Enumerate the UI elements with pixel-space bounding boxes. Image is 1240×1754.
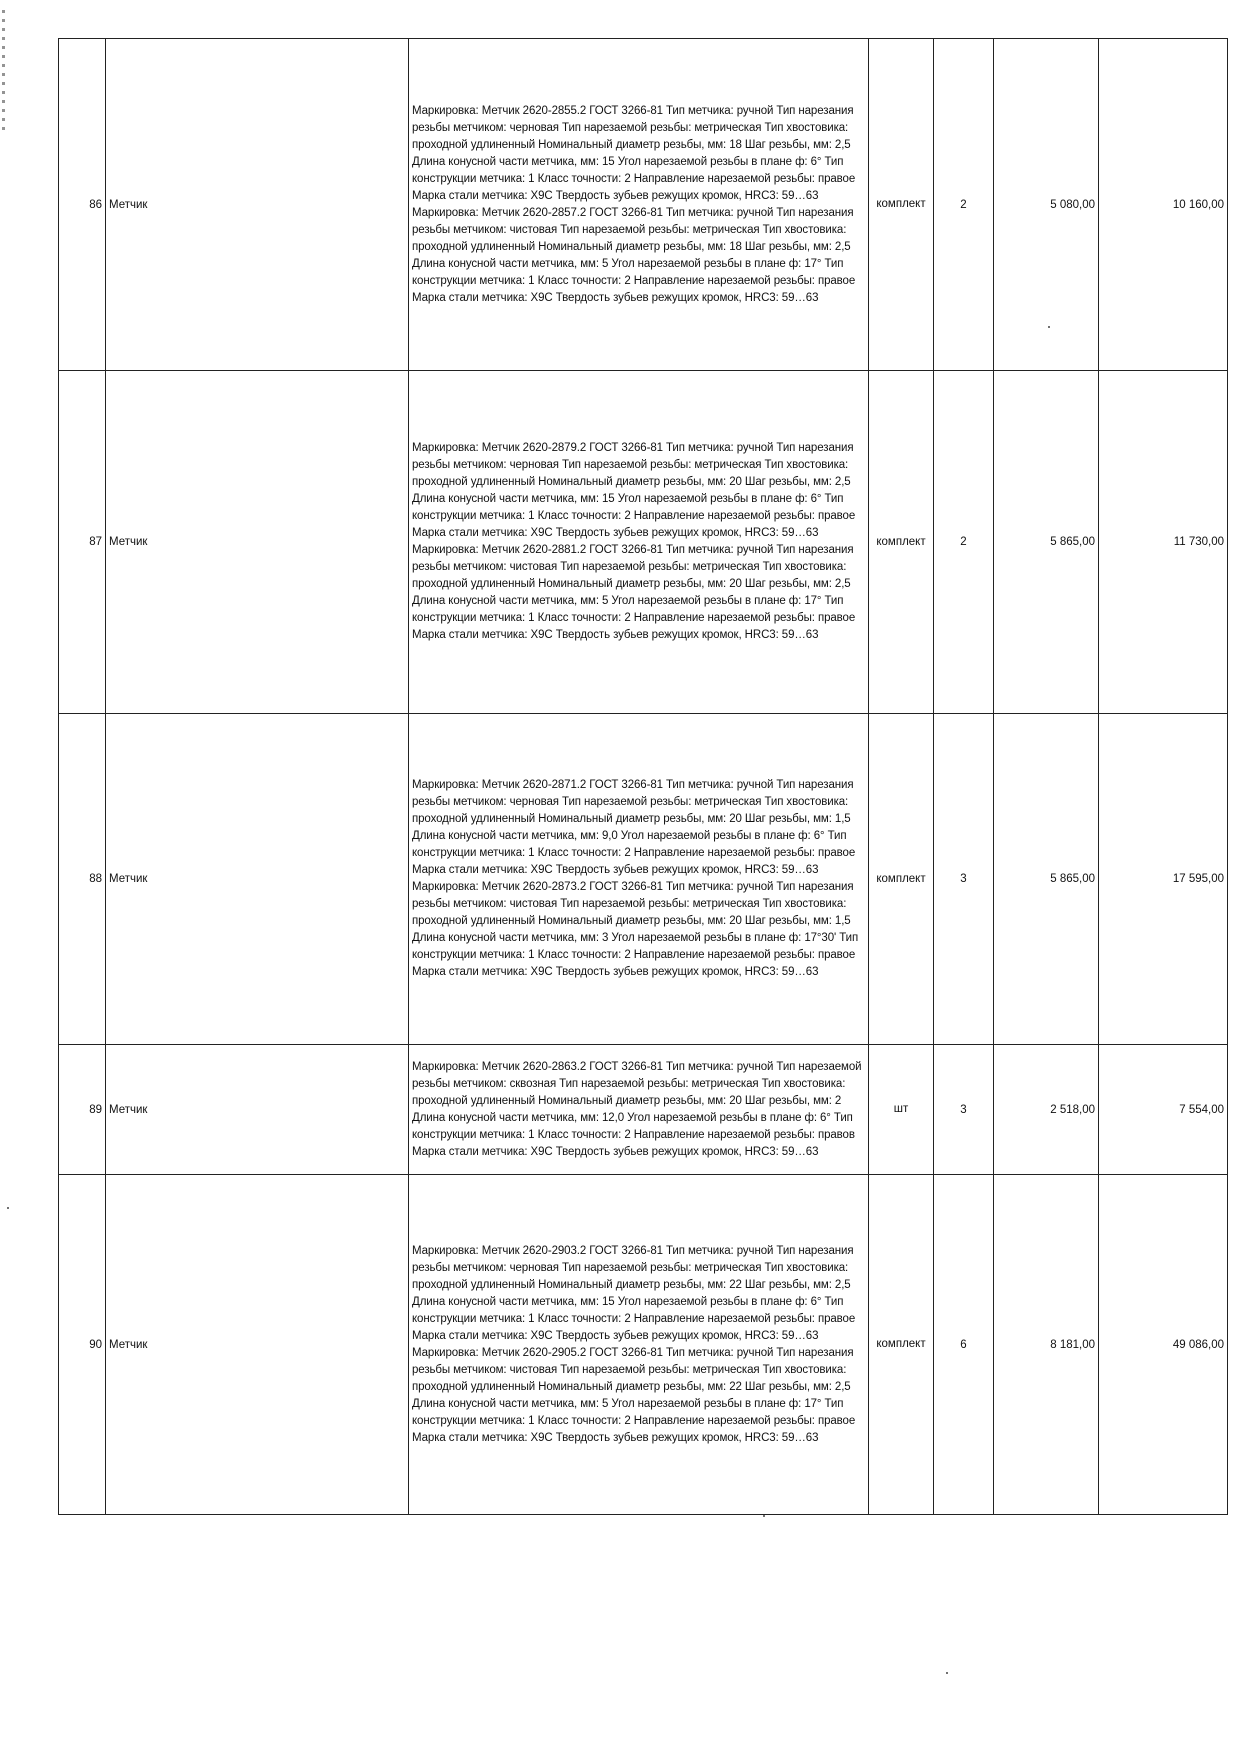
item-description: Маркировка: Метчик 2620-2863.2 ГОСТ 3266-81 Тип метчика: ручной Тип нарезаемой резьбы метчиком: сквозная Тип нарезаемой резьбы: метрическая Тип хвостовика: проходной удлиненный Номинальный диаметр резьбы, мм: 20 Шаг резьбы, мм: 2 Длина конусной части метчика, мм: 12,0 Угол нарезаемой резьбы в плане ф: 6° Тип конструкции метчика: 1 Класс точности: 2 Направление нарезаемой резьбы: правов Марка стали метчика: Х9С Твердость зубьев режущих кромок, HRC3: 59…63: [409, 1045, 869, 1175]
item-unit: шт: [893, 1103, 909, 1115]
item-quantity: 6: [934, 1175, 994, 1515]
item-price: 8 181,00: [994, 1175, 1099, 1515]
table-row: [59, 371, 1228, 714]
item-name: Метчик: [106, 1045, 409, 1175]
table-row: [59, 1045, 1228, 1175]
table-row: [59, 714, 1228, 1045]
item-unit: комплект: [876, 872, 926, 885]
item-description: Маркировка: Метчик 2620-2903.2 ГОСТ 3266-81 Тип метчика: ручной Тип нарезания резьбы метчиком: черновая Тип нарезаемой резьбы: метрическая Тип хвостовика: проходной удлиненный Номинальный диаметр резьбы, мм: 22 Шаг резьбы, мм: 2,5 Длина конусной части метчика, мм: 15 Угол нарезаемой резьбы в плане ф: 6° Тип конструкции метчика: 1 Класс точности: 2 Направление нарезаемой резьбы: правое Марка стали метчика: Х9С Твердость зубьев режущих кромок, HRC3: 59…63 Маркировка: Метчик 2620-2905.2 ГОСТ 3266-81 Тип метчика: ручной Тип нарезания резьбы метчиком: чистовая Тип нарезаемой резьбы: метрическая Тип хвостовика: проходной удлиненный Номинальный диаметр резьбы, мм: 22 Шаг резьбы, мм: 2,5 Длина конусной части метчика, мм: 5 Угол нарезаемой резьбы в плане ф: 17° Тип конструкции метчика: 1 Класс точности: 2 Направление нарезаемой резьбы: правое Марка стали метчика: Х9С Твердость зубьев режущих кромок, HRC3: 59…63: [409, 1175, 869, 1515]
item-price: 5 080,00: [994, 39, 1099, 371]
item-quantity: 3: [934, 1045, 994, 1175]
row-number: 89: [59, 1045, 106, 1175]
item-unit: комплект: [876, 198, 926, 210]
item-quantity: 2: [934, 371, 994, 714]
row-number: 88: [59, 714, 106, 1045]
document-page: [58, 38, 1224, 1515]
item-sum: 49 086,00: [1099, 1175, 1228, 1515]
item-price: 5 865,00: [994, 371, 1099, 714]
scan-speck: [946, 1672, 948, 1674]
table-row: [59, 39, 1228, 371]
item-unit: комплект: [876, 1338, 926, 1350]
table-row: [59, 1175, 1228, 1515]
item-name: Метчик: [106, 39, 409, 371]
item-sum: 7 554,00: [1099, 1045, 1228, 1175]
item-description: Маркировка: Метчик 2620-2855.2 ГОСТ 3266-81 Тип метчика: ручной Тип нарезания резьбы метчиком: черновая Тип нарезаемой резьбы: метрическая Тип хвостовика: проходной удлиненный Номинальный диаметр резьбы, мм: 18 Шаг резьбы, мм: 2,5 Длина конусной части метчика, мм: 15 Угол нарезаемой резьбы в плане ф: 6° Тип конструкции метчика: 1 Класс точности: 2 Направление нарезаемой резьбы: правое Марка стали метчика: Х9С Твердость зубьев режущих кромок, HRC3: 59…63 Маркировка: Метчик 2620-2857.2 ГОСТ 3266-81 Тип метчика: ручной Тип нарезания резьбы метчиком: чистовая Тип нарезаемой резьбы: метрическая Тип хвостовика: проходной удлиненный Номинальный диаметр резьбы, мм: 18 Шаг резьбы, мм: 2,5 Длина конусной части метчика, мм: 5 Угол нарезаемой резьбы в плане ф: 17° Тип конструкции метчика: 1 Класс точности: 2 Направление нарезаемой резьбы: правое Марка стали метчика: Х9С Твердость зубьев режущих кромок, HRC3: 59…63: [409, 39, 869, 371]
item-description: Маркировка: Метчик 2620-2871.2 ГОСТ 3266-81 Тип метчика: ручной Тип нарезания резьбы метчиком: черновая Тип нарезаемой резьбы: метрическая Тип хвостовика: проходной удлиненный Номинальный диаметр резьбы, мм: 20 Шаг резьбы, мм: 1,5 Длина конусной части метчика, мм: 9,0 Угол нарезаемой резьбы в плане ф: 6° Тип конструкции метчика: 1 Класс точности: 2 Направление нарезаемой резьбы: правое Марка стали метчика: Х9С Твердость зубьев режущих кромок, HRC3: 59…63 Маркировка: Метчик 2620-2873.2 ГОСТ 3266-81 Тип метчика: ручной Тип нарезания резьбы метчиком: чистовая Тип нарезаемой резьбы: метрическая Тип хвостовика: проходной удлиненный Номинальный диаметр резьбы, мм: 20 Шаг резьбы, мм: 1,5 Длина конусной части метчика, мм: 3 Угол нарезаемой резьбы в плане ф: 17°30' Тип конструкции метчика: 1 Класс точности: 2 Направление нарезаемой резьбы: правое Марка стали метчика: Х9С Твердость зубьев режущих кромок, HRC3: 59…63: [409, 714, 869, 1045]
row-number: 90: [59, 1175, 106, 1515]
scan-speck: [763, 1515, 765, 1517]
row-number: 87: [59, 371, 106, 714]
item-price: 5 865,00: [994, 714, 1099, 1045]
item-description: Маркировка: Метчик 2620-2879.2 ГОСТ 3266-81 Тип метчика: ручной Тип нарезания резьбы метчиком: черновая Тип нарезаемой резьбы: метрическая Тип хвостовика: проходной удлиненный Номинальный диаметр резьбы, мм: 20 Шаг резьбы, мм: 2,5 Длина конусной части метчика, мм: 15 Угол нарезаемой резьбы в плане ф: 6° Тип конструкции метчика: 1 Класс точности: 2 Направление нарезаемой резьбы: правое Марка стали метчика: Х9С Твердость зубьев режущих кромок, HRC3: 59…63 Маркировка: Метчик 2620-2881.2 ГОСТ 3266-81 Тип метчика: ручной Тип нарезания резьбы метчиком: чистовая Тип нарезаемой резьбы: метрическая Тип хвостовика: проходной удлиненный Номинальный диаметр резьбы, мм: 20 Шаг резьбы, мм: 2,5 Длина конусной части метчика, мм: 5 Угол нарезаемой резьбы в плане ф: 17° Тип конструкции метчика: 1 Класс точности: 2 Направление нарезаемой резьбы: правое Марка стали метчика: Х9С Твердость зубьев режущих кромок, HRC3: 59…63: [409, 371, 869, 714]
scan-edge-mark: [2, 10, 5, 130]
item-quantity: 3: [934, 714, 994, 1045]
item-name: Метчик: [106, 714, 409, 1045]
row-number: 86: [59, 39, 106, 371]
item-sum: 11 730,00: [1099, 371, 1228, 714]
items-table: [58, 38, 1228, 1515]
scan-speck: [7, 1207, 9, 1209]
item-unit: комплект: [876, 535, 926, 548]
item-quantity: 2: [934, 39, 994, 371]
item-name: Метчик: [106, 371, 409, 714]
item-sum: 17 595,00: [1099, 714, 1228, 1045]
item-sum: 10 160,00: [1099, 39, 1228, 371]
item-price: 2 518,00: [994, 1045, 1099, 1175]
item-name: Метчик: [106, 1175, 409, 1515]
